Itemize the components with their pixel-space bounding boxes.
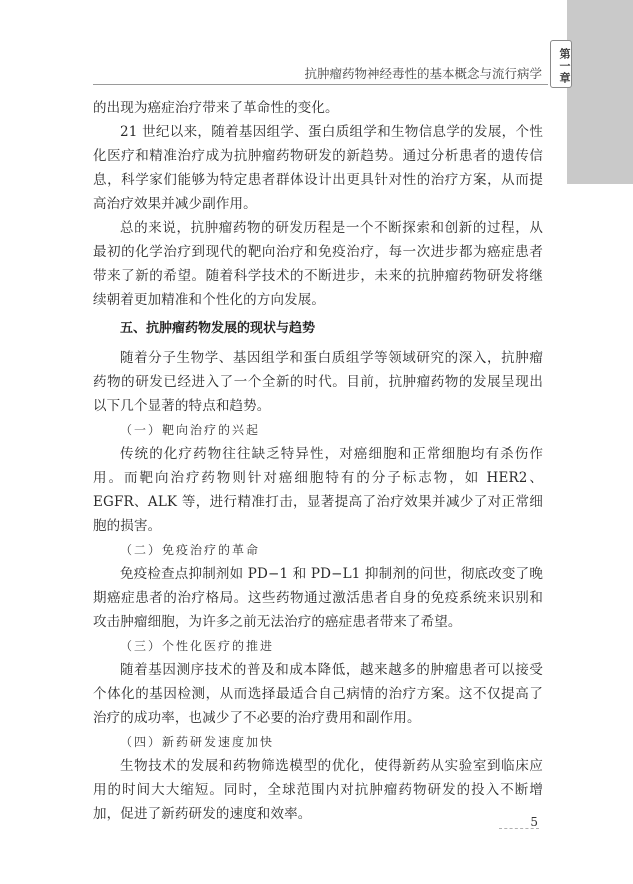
subsection-text: 免疫检查点抑制剂如 PD−1 和 PD−L1 抑制剂的问世，彻底改变了晚期癌症患者的治疗格局。这些药物通过激活患者自身的免疫系统来识别和攻击肿瘤细胞，为许多之前无法治疗的癌症患者带来了希望。 (93, 566, 543, 630)
subsection-heading: （四）新药研发速度加快 (120, 735, 275, 749)
header-rule (93, 84, 548, 85)
subsection-text: 传统的化疗药物往往缺乏特异性，对癌细胞和正常细胞均有杀伤作用。而靶向治疗药物则针对癌细胞特有的分子标志物，如 HER2、EGFR、ALK 等，进行精准打击，显著提高了治疗效果并减少了对正常细胞的损害。 (93, 446, 543, 534)
subsection-heading: （三）个性化医疗的推进 (120, 639, 275, 653)
paragraph: 总的来说，抗肿瘤药物的研发历程是一个不断探索和创新的过程，从最初的化学治疗到现代的靶向治疗和免疫治疗，每一次进步都为癌症患者带来了新的希望。随着科学技术的不断进步，未来的抗肿瘤药物研发将继续朝着更加精准和个性化的方向发展。 (93, 220, 543, 308)
subsection-heading: （一）靶向治疗的兴起 (120, 423, 261, 437)
subsection-heading: （二）免疫治疗的革命 (120, 543, 261, 557)
subsection-text: 生物技术的发展和药物筛选模型的优化，使得新药从实验室到临床应用的时间大大缩短。同时，全球范围内对抗肿瘤药物研发的投入不断增加，促进了新药研发的速度和效率。 (93, 758, 543, 822)
section-heading: 五、抗肿瘤药物发展的现状与趋势 (120, 321, 316, 336)
page-number: 5 (530, 815, 538, 829)
page-number-ornament (499, 828, 539, 834)
paragraph: 的出现为癌症治疗带来了革命性的变化。 (93, 100, 339, 116)
running-header: 抗肿瘤药物神经毒性的基本概念与流行病学 (304, 66, 542, 81)
paragraph: 21 世纪以来，随着基因组学、蛋白质组学和生物信息学的发展，个性化医疗和精准治疗成为抗肿瘤药物研发的新趋势。通过分析患者的遗传信息，科学家们能够为特定患者群体设计出更具针对性的治疗方案，从而提高治疗效果并减少副作用。 (93, 124, 543, 212)
section-intro: 随着分子生物学、基因组学和蛋白质组学等领域研究的深入，抗肿瘤药物的研发已经进入了一个全新的时代。目前，抗肿瘤药物的发展呈现出以下几个显著的特点和趋势。 (93, 350, 543, 414)
page-body (93, 96, 543, 826)
chapter-tab-bar (567, 0, 633, 184)
subsection-text: 随着基因测序技术的普及和成本降低，越来越多的肿瘤患者可以接受个体化的基因检测，从而选择最适合自己病情的治疗方案。这不仅提高了治疗的成功率，也减少了不必要的治疗费用和副作用。 (93, 662, 543, 726)
chapter-label: 第一章 (550, 40, 572, 88)
